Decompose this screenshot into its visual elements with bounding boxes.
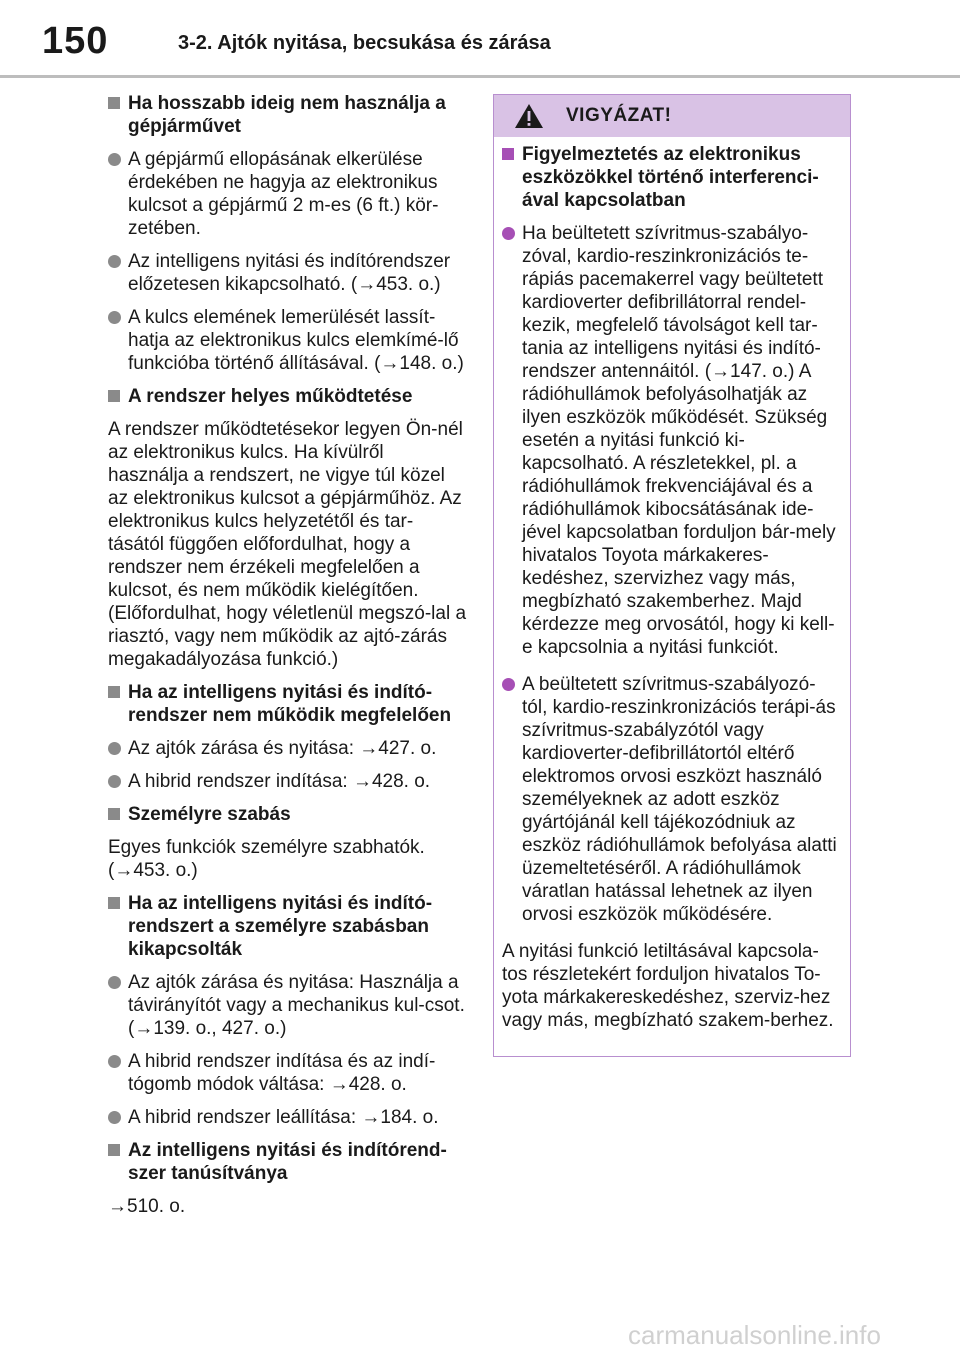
square-bullet-icon xyxy=(108,808,120,820)
square-bullet-icon xyxy=(108,97,120,109)
caution-box xyxy=(493,94,851,1057)
list-item: A gépjármű ellopásának elkerülése érdekében ne hagyja az elektronikus kulcsot a gépjármű 2 m-es (6 ft.) kör-zetében. xyxy=(108,148,468,240)
heading-system-malfunction: Ha az intelligens nyitási és indító-rendszer nem működik megfelelően xyxy=(108,681,468,727)
heading-interference-warning: Figyelmeztetés az elektronikus eszközökkel történő interferenci-ával kapcsolatban xyxy=(502,143,840,212)
heading-correct-operation: A rendszer helyes működtetése xyxy=(108,385,468,408)
round-bullet-icon xyxy=(108,255,121,268)
list-item: A hibrid rendszer indítása és az indí-tógomb módok váltása: →428. o. xyxy=(108,1050,468,1096)
list-item: Az ajtók zárása és nyitása: Használja a távirányítót vagy a mechanikus kul-csot. (→139. o., 427. o.) xyxy=(108,971,468,1040)
caution-title: VIGYÁZAT! xyxy=(566,105,672,126)
warning-triangle-icon xyxy=(514,103,544,129)
square-bullet-icon xyxy=(108,1144,120,1156)
list-item: A hibrid rendszer indítása: →428. o. xyxy=(108,770,468,793)
round-bullet-icon xyxy=(108,976,121,989)
heading-certification: Az intelligens nyitási és indítórend-szer tanúsítványa xyxy=(108,1139,468,1185)
left-column xyxy=(108,92,468,1228)
heading-customization: Személyre szabás xyxy=(108,803,468,826)
round-bullet-icon xyxy=(108,1111,121,1124)
round-bullet-icon xyxy=(502,227,515,240)
round-bullet-icon xyxy=(108,1055,121,1068)
round-bullet-icon xyxy=(108,153,121,166)
paragraph: Egyes funkciók személyre szabhatók. (→453. o.) xyxy=(108,837,425,881)
square-bullet-icon xyxy=(502,148,514,160)
round-bullet-icon xyxy=(502,678,515,691)
list-item: A kulcs elemének lemerülését lassít-hatja az elektronikus kulcs elemkímé-lő funkcióba történő állításával. (→148. o.) xyxy=(108,306,468,375)
page-header xyxy=(0,0,960,78)
watermark-text: carmanualsonline.info xyxy=(628,1320,881,1350)
square-bullet-icon xyxy=(108,390,120,402)
round-bullet-icon xyxy=(108,742,121,755)
square-bullet-icon xyxy=(108,686,120,698)
list-item: A beültetett szívritmus-szabályozó-tól, kardio-reszinkronizációs terápi-ás szívritmus-szabályzótól vagy kardioverter-defibrillátortól eltérő elektromos orvosi eszközt használó személyeknek az adott eszköz gyártójánál kell tájékozódniuk az eszköz rádióhullámok befolyása alatti üzemeltetéséről. A rádióhullámok váratlan hatással lehetnek az ilyen orvosi eszközök működésére. xyxy=(502,673,840,926)
square-bullet-icon xyxy=(108,897,120,909)
section-title: 3-2. Ajtók nyitása, becsukása és zárása xyxy=(178,32,551,54)
round-bullet-icon xyxy=(108,775,121,788)
list-item: A hibrid rendszer leállítása: →184. o. xyxy=(108,1106,468,1129)
list-item: Ha beültetett szívritmus-szabályo-zóval, kardio-reszinkronizációs te-rápiás pacemakerrel vagy beültetett kardioverter defibrillátorral rendel-kezik, megfelelő távolságot kell tar-tania az intelligens nyitási és indító-rendszer antennáitól. (→147. o.) A rádióhullámok befolyásolhatják az ilyen eszközök működését. Szükség esetén a nyitási funkció ki-kapcsolható. A részletekkel, pl. a rádióhullámok frekvenciájával és a rádióhullámok kibocsátásának ide-jével kapcsolatban forduljon bár-mely hivatalos Toyota márkakeres-kedéshez, szervizhez vagy más, megbízható szakemberhez. Majd kérdezze meg orvosától, hogy ki kell-e kapcsolnia a nyitási funkciót. xyxy=(502,222,840,659)
list-item: Az ajtók zárása és nyitása: →427. o. xyxy=(108,737,468,760)
header-divider xyxy=(0,75,960,78)
paragraph: →510. o. xyxy=(108,1196,186,1217)
caution-header xyxy=(494,95,850,137)
round-bullet-icon xyxy=(108,311,121,324)
heading-long-term-nonuse: Ha hosszabb ideig nem használja a gépjárművet xyxy=(108,92,468,138)
heading-system-disabled: Ha az intelligens nyitási és indító-rendszert a személyre szabásban kikapcsolták xyxy=(108,892,468,961)
paragraph: A rendszer működtetésekor legyen Ön-nél az elektronikus kulcs. Ha kívülről használja a rendszert, ne vigye túl közel az elektronikus kulcsot a gépjárműhöz. Az elektronikus kulcs helyzetétől és tar-tásától függően előfordulhat, hogy a rendszer nem érzékeli megfelelően a kulcsot, és nem működik kielégítően. (Előfordulhat, hogy véletlenül megszó-lal a riasztó, vagy nem működik az ajtó-zárás megakadályozása funkció.) xyxy=(108,419,467,670)
paragraph: A nyitási funkció letiltásával kapcsola-tos részletekért forduljon hivatalos To-yota márkakereskedéshez, szerviz-hez vagy más, megbízható szakem-berhez. xyxy=(502,941,834,1031)
list-item: Az intelligens nyitási és indítórendszer előzetesen kikapcsolható. (→453. o.) xyxy=(108,250,468,296)
page-number: 150 xyxy=(42,20,109,62)
caution-body xyxy=(502,143,840,1042)
